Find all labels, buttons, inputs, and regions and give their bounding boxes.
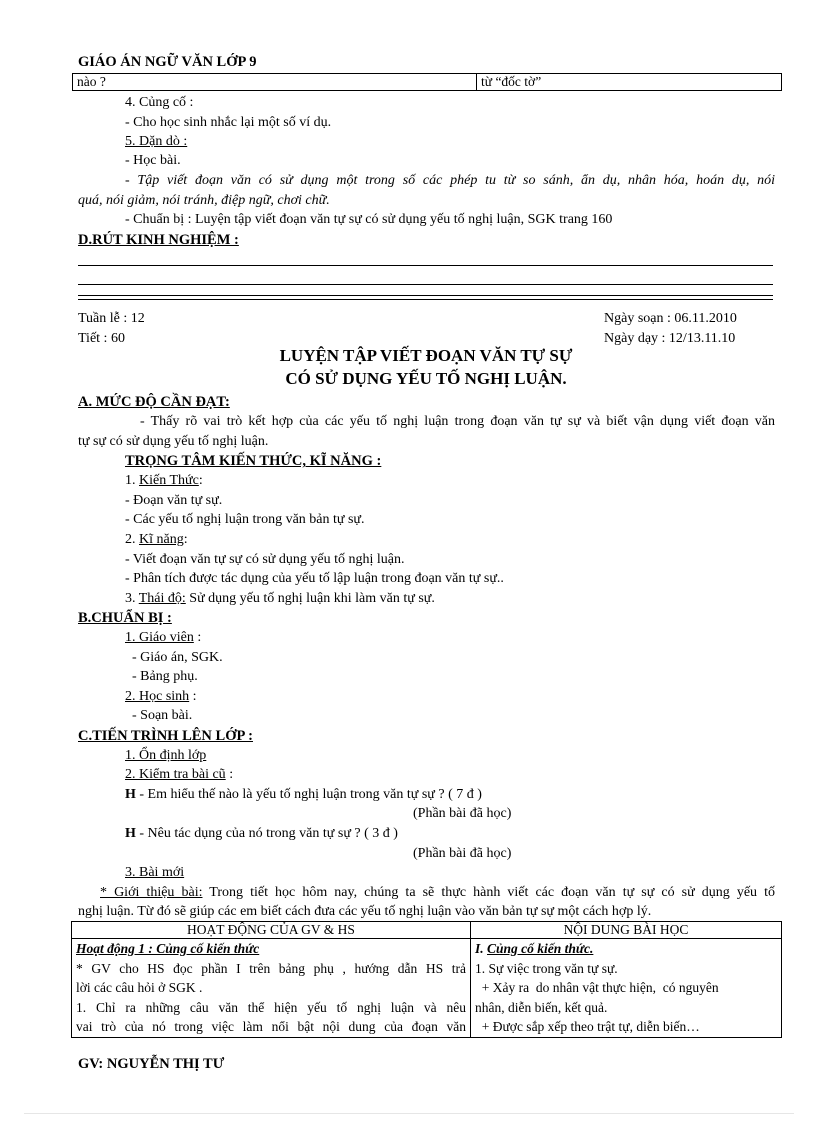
section-a-heading: A. MỨC ĐỘ CẦN ĐẠT:	[78, 394, 230, 410]
skills-heading	[125, 532, 188, 548]
attitude-num: 3.	[125, 591, 139, 606]
page-bottom-edge	[24, 1113, 794, 1114]
question-1	[125, 787, 482, 803]
homework-item-2-line-2: quá, nói giảm, nói tránh, điệp ngữ, chơi chữ.	[78, 193, 330, 208]
question-2-text: - Nêu tác dụng của nó trong văn tự sự ? ( 3 đ )	[135, 826, 398, 841]
experience-heading: D.RÚT KINH NGHIỆM :	[78, 232, 239, 248]
page-footer-teacher: GV: NGUYỄN THỊ TƯ	[78, 1056, 225, 1072]
skills-label: Kĩ năng	[139, 532, 184, 547]
step-3: 3. Bài mới	[125, 865, 185, 880]
content-line-1: 1. Sự việc trong văn tự sự.	[475, 960, 618, 976]
continuation-cell-right: từ “đốc tờ”	[477, 74, 782, 91]
skills-item-2: - Phân tích được tác dụng của yếu tố lập luận trong đoạn văn tự sự..	[125, 571, 504, 586]
intro-line-1-text: Trong tiết học hôm nay, chúng ta sẽ thực hành viết các đoạn văn tự sự có sử dụng yếu tố	[202, 885, 775, 900]
focus-heading: TRỌNG TÂM KIẾN THỨC, KĨ NĂNG :	[125, 453, 382, 469]
skills-num: 2.	[125, 532, 139, 547]
question-1-label: H	[125, 787, 136, 802]
activity-cell	[72, 939, 471, 1038]
content-line-2: + Xảy ra do nhân vật thực hiện, có nguyên	[475, 980, 719, 995]
skills-item-1: - Viết đoạn văn tự sự có sử dụng yếu tố nghị luận.	[125, 552, 405, 567]
question-1-note: (Phần bài đã học)	[413, 806, 512, 821]
attitude-line	[125, 591, 435, 607]
student-prep-colon: :	[189, 689, 197, 704]
lesson-period: Tiết : 60	[78, 331, 125, 346]
content-title-text: Củng cố kiến thức.	[487, 941, 594, 956]
content-title	[475, 939, 777, 959]
activity-line-1: * GV cho HS đọc phần I trên bảng phụ , hướng dẫn HS trả	[76, 960, 466, 976]
date-teach: Ngày dạy : 12/13.11.10	[604, 331, 736, 346]
teacher-prep-heading	[125, 630, 201, 646]
lesson-title-line-1: LUYỆN TẬP VIẾT ĐOẠN VĂN TỰ SỰ	[279, 346, 573, 365]
student-prep-heading	[125, 689, 197, 705]
divider-line-2	[78, 284, 773, 285]
activity-col-header: HOẠT ĐỘNG CỦA GV & HS	[72, 922, 471, 939]
teacher-prep-item-1: - Giáo án, SGK.	[132, 650, 223, 665]
lesson-title-line-2: CÓ SỬ DỤNG YẾU TỐ NGHỊ LUẬN.	[285, 369, 567, 388]
content-line-3: nhân, diễn biến, kết quả.	[475, 999, 608, 1015]
continuation-cell-left: nào ?	[73, 74, 477, 91]
student-prep-item-1: - Soạn bài.	[132, 708, 193, 723]
teacher-prep-colon: :	[193, 630, 202, 645]
consolidate-item: - Cho học sinh nhắc lại một số ví dụ.	[125, 115, 332, 130]
page-header: GIÁO ÁN NGỮ VĂN LỚP 9	[78, 54, 257, 70]
homework-item-3: - Chuẩn bị : Luyện tập viết đoạn văn tự sự có sử dụng yếu tố nghị luận, SGK trang 160	[125, 212, 613, 227]
divider-double-top	[78, 295, 773, 296]
step-2-colon: :	[225, 767, 234, 782]
question-2-label: H	[125, 826, 136, 841]
attitude-text: Sử dụng yếu tố nghị luận khi làm văn tự sự.	[185, 591, 435, 606]
question-1-text: - Em hiểu thế nào là yếu tố nghị luận trong văn tự sự ? ( 7 đ )	[135, 787, 482, 802]
activity-line-2: lời các câu hỏi ở SGK .	[76, 980, 203, 995]
question-2	[125, 826, 398, 842]
intro-label: * Giới thiệu bài:	[100, 885, 203, 900]
intro-line-1	[100, 885, 775, 901]
student-prep-label: 2. Học sinh	[125, 689, 190, 704]
activity-title: Hoạt động 1 : Củng cố kiến thức	[76, 941, 260, 956]
lesson-week: Tuần lễ : 12	[78, 311, 145, 326]
knowledge-item-2: - Các yếu tố nghị luận trong văn bản tự sự.	[125, 512, 365, 527]
knowledge-heading	[125, 473, 203, 489]
content-col-header: NỘI DUNG BÀI HỌC	[471, 922, 782, 939]
content-title-num: I.	[475, 941, 488, 956]
date-prepare: Ngày soạn : 06.11.2010	[604, 311, 737, 326]
skills-colon: :	[183, 532, 188, 547]
knowledge-label: Kiến Thức	[139, 473, 199, 488]
activity-line-4: vai trò của nó trong việc làm nổi bật nội dung của đoạn văn	[76, 1019, 466, 1034]
divider-line-1	[78, 265, 773, 266]
consolidate-heading-text: 4. Củng cố :	[125, 95, 194, 110]
section-c-heading: C.TIẾN TRÌNH LÊN LỚP :	[78, 728, 253, 744]
content-cell	[471, 939, 782, 1038]
activity-table	[71, 921, 782, 1038]
section-a-para-line-2: tự sự có sử dụng yếu tố nghị luận.	[78, 434, 269, 449]
step-1: 1. Ổn định lớp	[125, 748, 207, 763]
homework-item-2-line-1: - Tập viết đoạn văn có sử dụng một trong số các phép tu từ so sánh, ẩn dụ, nhân hóa, hoán dụ, nói	[125, 173, 775, 188]
continuation-table	[72, 73, 782, 91]
section-b-heading: B.CHUẨN BỊ :	[78, 610, 172, 626]
consolidate-heading	[125, 95, 193, 111]
section-a-para-line-1: - Thấy rõ vai trò kết hợp của các yếu tố nghị luận trong đoạn văn tự sự và biết vận dụng viết đoạn văn	[140, 414, 775, 429]
step-2-label: 2. Kiểm tra bài cũ	[125, 767, 226, 782]
knowledge-item-1: - Đoạn văn tự sự.	[125, 493, 223, 508]
attitude-label: Thái độ:	[138, 591, 186, 606]
homework-heading: 5. Dặn dò :	[125, 134, 188, 149]
activity-line-3: 1. Chỉ ra những câu văn thể hiện yếu tố nghị luận và nêu	[76, 999, 466, 1015]
teacher-prep-item-2: - Bảng phụ.	[132, 669, 198, 684]
question-2-note: (Phần bài đã học)	[413, 846, 512, 861]
knowledge-colon: :	[198, 473, 203, 488]
homework-item-1: - Học bài.	[125, 153, 181, 168]
divider-double-bottom	[78, 299, 773, 300]
content-line-4: + Được sắp xếp theo trật tự, diễn biến…	[475, 1019, 700, 1034]
knowledge-num: 1.	[125, 473, 139, 488]
teacher-prep-label: 1. Giáo viên	[125, 630, 194, 645]
intro-line-2: nghị luận. Từ đó sẽ giúp các em biết cách đưa các yếu tố nghị luận vào văn bản tự sự một cách hợp lý.	[78, 904, 652, 919]
step-2	[125, 767, 233, 783]
